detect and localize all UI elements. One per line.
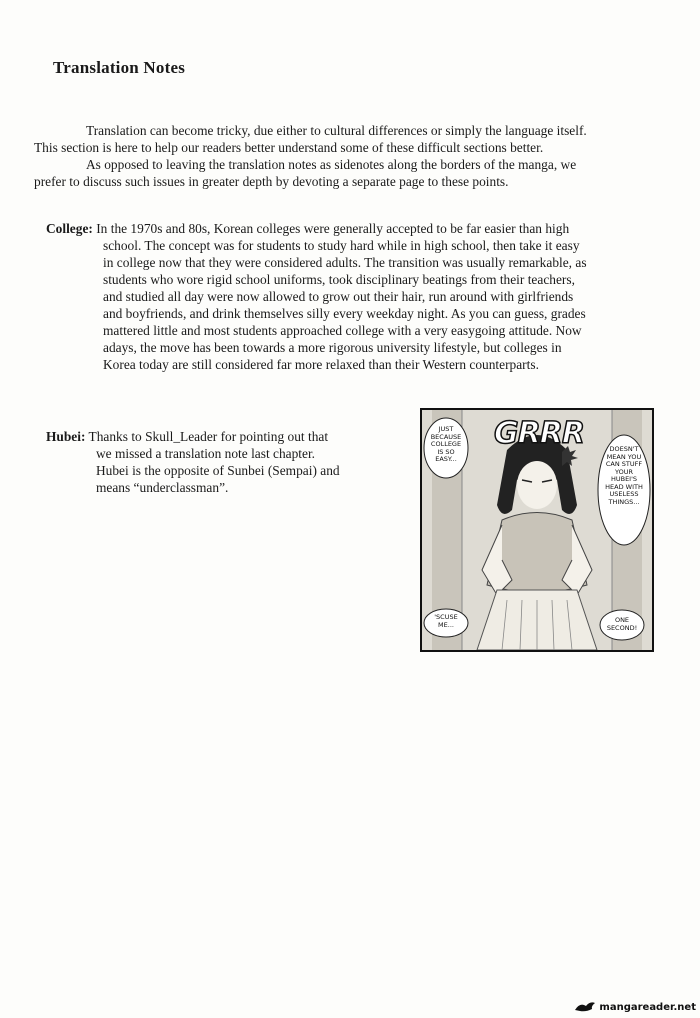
hubei-line: we missed a translation note last chapter. bbox=[96, 446, 316, 461]
college-term: College: bbox=[46, 221, 93, 236]
intro-paragraph-1 bbox=[34, 122, 660, 156]
hubei-line: Thanks to Skull_Leader for pointing out that bbox=[88, 429, 329, 444]
intro-p1-line-2: This section is here to help our readers better understand some of these difficult sections better. bbox=[34, 140, 544, 155]
speech-bubble-1: JUST BECAUSE COLLEGE IS SO EASY... bbox=[430, 425, 462, 463]
sfx-grrr: GRRR bbox=[494, 416, 584, 451]
dragon-icon bbox=[574, 1000, 596, 1014]
college-line: school. The concept was for students to study hard while in high school, then take it easy bbox=[103, 238, 580, 253]
hubei-note bbox=[46, 428, 406, 496]
manga-panel-image bbox=[420, 408, 654, 652]
college-line: Korea today are still considered far more relaxed than their Western counterparts. bbox=[103, 357, 539, 372]
speech-bubble-3: 'SCUSE ME... bbox=[434, 613, 458, 629]
college-line: and studied all day were now allowed to grow out their hair, run around with girlfriends bbox=[103, 289, 574, 304]
college-line: and boyfriends, and drink themselves silly every weekday night. As you can guess, grades bbox=[103, 306, 586, 321]
intro-p1-line-1: Translation can become tricky, due either to cultural differences or simply the language itself. bbox=[86, 123, 587, 138]
watermark-logo bbox=[574, 1000, 696, 1014]
speech-bubble-4: ONE SECOND! bbox=[606, 616, 638, 632]
college-line: students who wore rigid school uniforms, took disciplinary beatings from their teachers, bbox=[103, 272, 575, 287]
intro-paragraph-2 bbox=[34, 156, 660, 190]
watermark-text: mangareader.net bbox=[599, 1001, 696, 1013]
page-title: Translation Notes bbox=[53, 58, 186, 77]
hubei-term: Hubei: bbox=[46, 429, 86, 444]
college-line: mattered little and most students approached college with a very easygoing attitude. Now bbox=[103, 323, 582, 338]
college-line: in college now that they were considered adults. The transition was usually remarkable, as bbox=[103, 255, 587, 270]
intro-p2-line-1: As opposed to leaving the translation notes as sidenotes along the borders of the manga, we bbox=[86, 157, 577, 172]
hubei-line: means “underclassman”. bbox=[96, 480, 229, 495]
hubei-line: Hubei is the opposite of Sunbei (Sempai) and bbox=[96, 463, 340, 478]
college-line: adays, the move has been towards a more rigorous university lifestyle, but colleges in bbox=[103, 340, 562, 355]
college-note bbox=[46, 220, 666, 373]
college-line: In the 1970s and 80s, Korean colleges were generally accepted to be far easier than high bbox=[96, 221, 570, 236]
intro-p2-line-2: prefer to discuss such issues in greater depth by devoting a separate page to these points. bbox=[34, 174, 509, 189]
speech-bubble-2: DOESN'T MEAN YOU CAN STUFF YOUR HUBEI'S HEAD WITH USELESS THINGS... bbox=[605, 445, 643, 506]
intro-section bbox=[34, 122, 660, 190]
